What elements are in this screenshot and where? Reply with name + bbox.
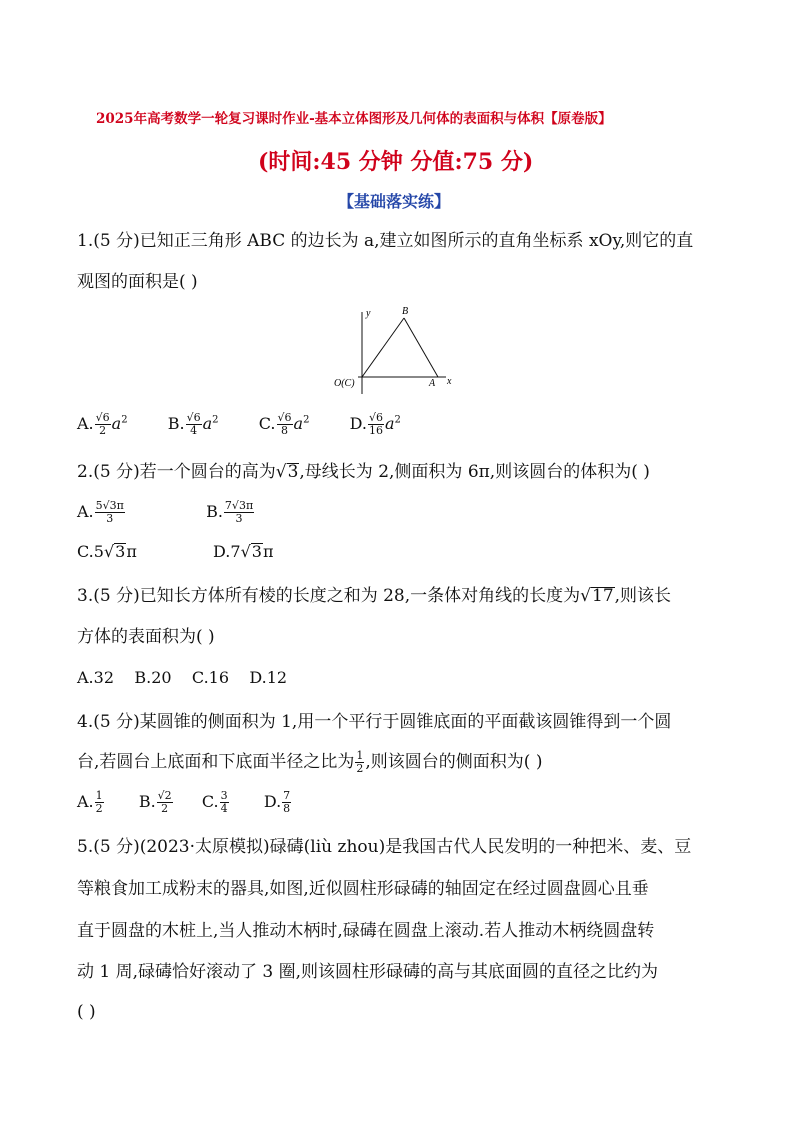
side-OB bbox=[362, 318, 404, 377]
q2-options-row2 bbox=[77, 542, 273, 561]
q2-options-row1 bbox=[77, 500, 255, 525]
q3-options[interactable]: A.32 B.20 C.16 D.12 bbox=[77, 668, 288, 687]
section-heading: 【基础落实练】 bbox=[338, 192, 451, 211]
label-A: A bbox=[429, 378, 436, 389]
q1-options bbox=[77, 412, 401, 437]
q5-line5: ( ) bbox=[77, 1002, 96, 1022]
q5-line2: 等粮食加工成粉末的器具,如图,近似圆柱形碌碡的轴固定在经过圆盘圆心且垂 bbox=[77, 879, 649, 899]
q2-option-b[interactable]: B. $\frac{7√3\pi}{3}$ bbox=[206, 499, 254, 525]
q4-option-d[interactable]: D. $\frac{7}{8}$ bbox=[263, 789, 291, 815]
q4-options bbox=[77, 790, 292, 815]
q4-option-c[interactable]: C. $\frac{3}{4}$ bbox=[201, 789, 228, 815]
q2-text: 2.(5 分)若一个圆台的高为√3,母线长为 2,侧面积为 6π,则该圆台的体积为( ) bbox=[77, 462, 650, 482]
side-BA bbox=[404, 318, 438, 377]
q3-text-line2: 方体的表面积为( ) bbox=[77, 627, 215, 647]
q1-option-a[interactable]: A. $\frac{√6}{2}$ $a^2$ bbox=[77, 411, 128, 437]
label-y: y bbox=[366, 308, 371, 319]
label-O: O(C) bbox=[334, 378, 355, 389]
q2-option-a[interactable]: A. $\frac{5√3\pi}{3}$ bbox=[77, 499, 124, 525]
label-x: x bbox=[447, 376, 452, 387]
q4-text-line1: 4.(5 分)某圆锥的侧面积为 1,用一个平行于圆锥底面的平面截该圆锥得到一个圆 bbox=[77, 712, 672, 732]
q5-line4: 动 1 周,碌碡恰好滚动了 3 圈,则该圆柱形碌碡的高与其底面圆的直径之比约为 bbox=[77, 962, 659, 982]
q1-text-line1: 1.(5 分)已知正三角形 ABC 的边长为 a,建立如图所示的直角坐标系 xOy,则它的直 bbox=[77, 231, 694, 251]
q4-option-a[interactable]: A. $\frac{1}{2}$ bbox=[77, 789, 103, 815]
q1-option-c[interactable]: C. $\frac{√6}{8}$ $a^2$ bbox=[258, 411, 310, 437]
q2-option-d[interactable]: D.7√3π bbox=[213, 542, 274, 561]
q4-text-line2: 台,若圆台上底面和下底面半径之比为 $\frac{1}{2}$ ,则该圆台的侧面积为( ) bbox=[77, 749, 543, 775]
time-score-line: (时间:45 分钟 分值:75 分) bbox=[258, 149, 534, 175]
q1-option-d[interactable]: D. $\frac{√6}{16}$ $a^2$ bbox=[349, 411, 401, 437]
q5-line1: 5.(5 分)(2023·太原模拟)碌碡(liù zhou)是我国古代人民发明的一种把米、麦、豆 bbox=[77, 837, 692, 857]
q2-option-c[interactable]: C.5√3π bbox=[77, 542, 137, 561]
document-title: 2025年高考数学一轮复习课时作业-基本立体图形及几何体的表面积与体积【原卷版】 bbox=[96, 111, 612, 127]
label-B: B bbox=[402, 306, 409, 317]
q1-text-line2: 观图的面积是( ) bbox=[77, 272, 198, 292]
q3-text-line1: 3.(5 分)已知长方体所有棱的长度之和为 28,一条体对角线的长度为√17,则该长 bbox=[77, 586, 672, 606]
q4-option-b[interactable]: B. $\frac{√2}{2}$ bbox=[138, 789, 172, 815]
q5-line3: 直于圆盘的木桩上,当人推动木柄时,碌碡在圆盘上滚动.若人推动木柄绕圆盘转 bbox=[77, 921, 655, 941]
q1-option-b[interactable]: B. $\frac{√6}{4}$ $a^2$ bbox=[167, 411, 219, 437]
q1-triangle-figure bbox=[330, 300, 470, 400]
